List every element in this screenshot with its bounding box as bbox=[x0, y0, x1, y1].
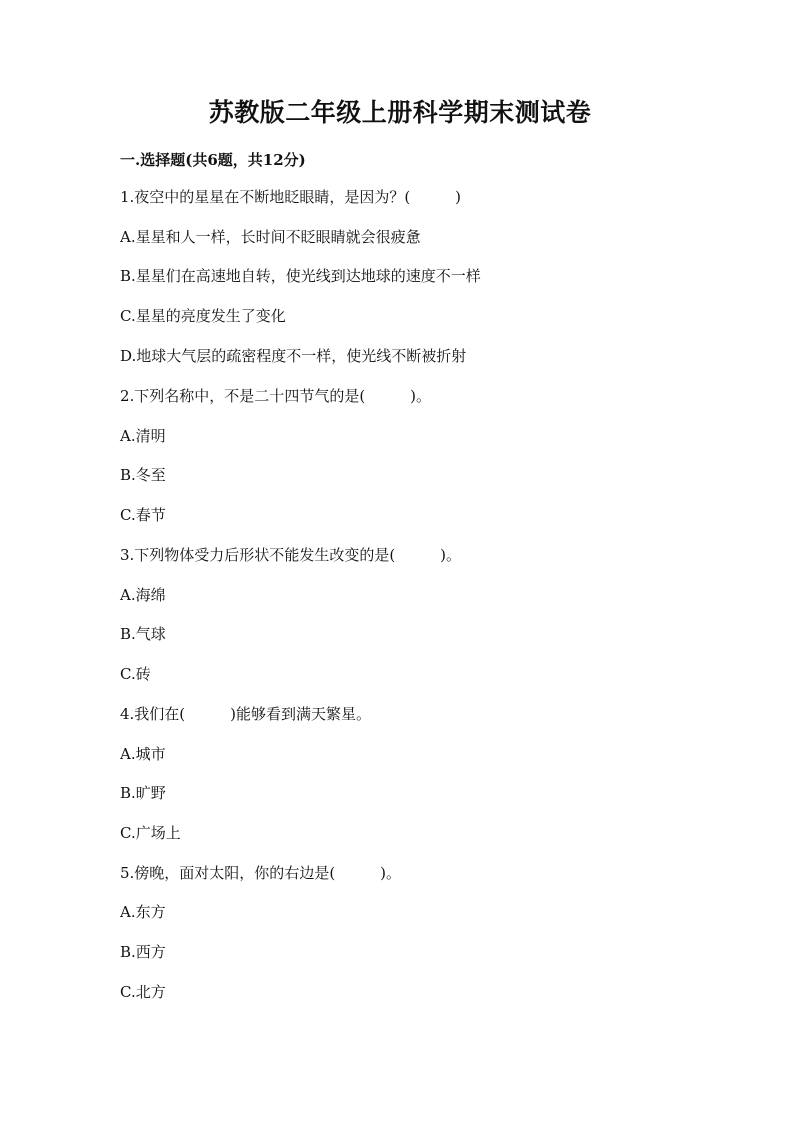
question-2-option-a: A.清明 bbox=[120, 427, 166, 445]
question-1-option-c: C.星星的亮度发生了变化 bbox=[120, 307, 286, 325]
question-5-option-a: A.东方 bbox=[120, 903, 166, 921]
question-2-option-c: C.春节 bbox=[120, 506, 166, 524]
question-3-option-c: C.砖 bbox=[120, 665, 151, 683]
question-1-option-b: B.星星们在高速地自转，使光线到达地球的速度不一样 bbox=[120, 267, 481, 285]
question-4-option-a: A.城市 bbox=[120, 745, 166, 763]
question-4-option-b: B.旷野 bbox=[120, 784, 166, 802]
question-3-option-b: B.气球 bbox=[120, 625, 166, 643]
question-4-option-c: C.广场上 bbox=[120, 824, 181, 842]
question-4-stem: 4.我们在( )能够看到满天繁星。 bbox=[120, 705, 372, 723]
question-5-option-b: B.西方 bbox=[120, 943, 166, 961]
question-1-option-d: D.地球大气层的疏密程度不一样，使光线不断被折射 bbox=[120, 347, 467, 365]
section-heading: 一.选择题(共6题，共12分) bbox=[120, 151, 306, 169]
question-3-stem: 3.下列物体受力后形状不能发生改变的是( )。 bbox=[120, 546, 462, 564]
question-1-option-a: A.星星和人一样，长时间不眨眼睛就会很疲惫 bbox=[120, 228, 421, 246]
question-2-option-b: B.冬至 bbox=[120, 466, 166, 484]
question-3-option-a: A.海绵 bbox=[120, 586, 166, 604]
question-5-stem: 5.傍晚，面对太阳，你的右边是( )。 bbox=[120, 864, 402, 882]
question-1-stem: 1.夜空中的星星在不断地眨眼睛，是因为？( ) bbox=[120, 188, 462, 206]
question-2-stem: 2.下列名称中，不是二十四节气的是( )。 bbox=[120, 387, 432, 405]
question-5-option-c: C.北方 bbox=[120, 983, 166, 1001]
page-title: 苏教版二年级上册科学期末测试卷 bbox=[208, 98, 592, 127]
